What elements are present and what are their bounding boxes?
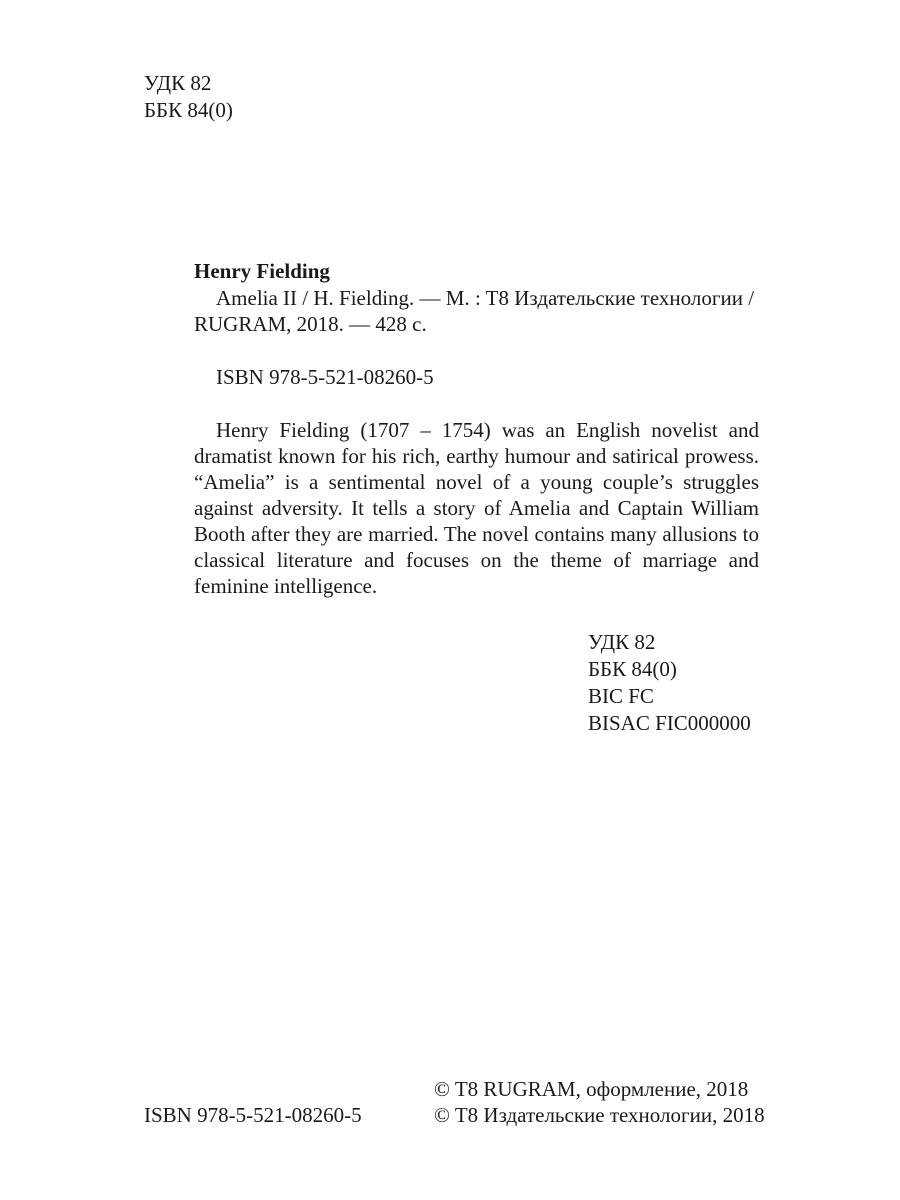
bottom-classification-codes [588, 629, 751, 737]
book-annotation: Henry Fielding (1707 – 1754) was an English novelist and dramatist known for his rich, earthy humour and satirical prowess. “Amelia” is a sentimental novel of a young couple’s struggles against adversity. It tells a story of Amelia and Captain William Booth after they are married. The novel contains many allusions to classical literature and focuses on the theme of marriage and feminine intelligence. [194, 418, 759, 598]
bibliographic-citation [194, 285, 760, 337]
bbk-code: ББК 84(0) [144, 98, 233, 122]
udk-code: УДК 82 [144, 71, 212, 95]
copyright-publisher: © T8 Издательские технологии, 2018 [434, 1103, 765, 1127]
copyright-notices [434, 1076, 765, 1128]
copyright-design: © T8 RUGRAM, оформление, 2018 [434, 1077, 749, 1101]
bic-code: BIC FC [588, 684, 654, 708]
bisac-code: BISAC FIC000000 [588, 711, 751, 735]
citation-line-1: Amelia II / H. Fielding. — M. : T8 Издательские технологии / [216, 286, 755, 310]
bbk-code: ББК 84(0) [588, 657, 677, 681]
top-classification-codes [144, 70, 233, 124]
author-heading: Henry Fielding [194, 259, 330, 283]
footer-isbn: ISBN 978-5-521-08260-5 [144, 1103, 362, 1127]
citation-line-2: RUGRAM, 2018. — 428 с. [194, 312, 427, 336]
udk-code: УДК 82 [588, 630, 656, 654]
isbn-line: ISBN 978-5-521-08260-5 [216, 365, 434, 389]
